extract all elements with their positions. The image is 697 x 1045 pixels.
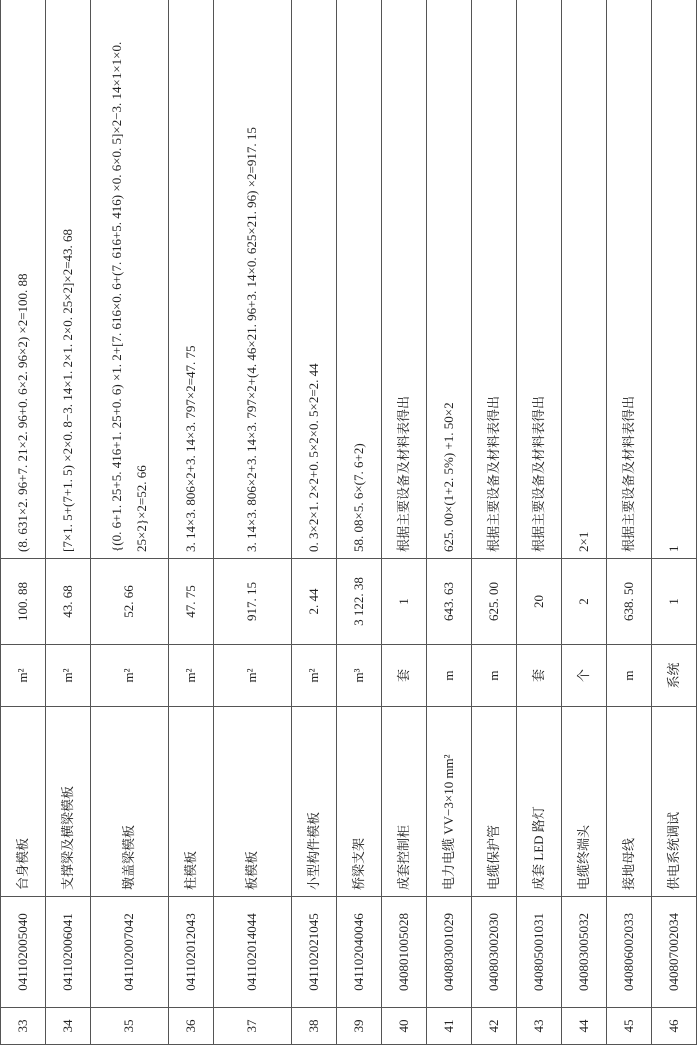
table-row — [337, 0, 382, 1045]
item-quantity: 3 122. 38 — [337, 559, 382, 645]
table-row — [562, 0, 607, 1045]
item-formula: 根据主要设备及材料表得出 — [472, 0, 517, 559]
item-formula: 根据主要设备及材料表得出 — [517, 0, 562, 559]
table-row — [1, 0, 46, 1045]
item-code: 041102014044 — [214, 897, 292, 1008]
item-formula: 根据主要设备及材料表得出 — [382, 0, 427, 559]
item-quantity: 100. 88 — [1, 559, 46, 645]
item-name: 板模板 — [214, 707, 292, 897]
item-formula: 0. 3×2×1. 2×2+0. 5×2×0. 5×2=2. 44 — [292, 0, 337, 559]
item-name: 支撑梁及横梁模板 — [46, 707, 91, 897]
item-name: 成套 LED 路灯 — [517, 707, 562, 897]
item-code: 040803005032 — [562, 897, 607, 1008]
item-name: 台身模板 — [1, 707, 46, 897]
item-formula: [7×1. 5+(7+1. 5) ×2×0. 8−3. 14×1. 2×1. 2×0. 25×2]×2=43. 68 — [46, 0, 91, 559]
item-quantity: 2 — [562, 559, 607, 645]
item-quantity: 43. 68 — [46, 559, 91, 645]
item-formula: 3. 14×3. 806×2+3. 14×3. 797×2=47. 75 — [169, 0, 214, 559]
item-number: 38 — [292, 1008, 337, 1045]
item-name: 电力电缆 VV−3×10 mm² — [427, 707, 472, 897]
table-row — [292, 0, 337, 1045]
item-code: 041102012043 — [169, 897, 214, 1008]
item-quantity: 20 — [517, 559, 562, 645]
table-row — [607, 0, 652, 1045]
item-name: 供电系统调试 — [652, 707, 697, 897]
item-number: 44 — [562, 1008, 607, 1045]
table-row — [427, 0, 472, 1045]
item-name: 电缆终端头 — [562, 707, 607, 897]
item-quantity: 1 — [652, 559, 697, 645]
item-code: 041102005040 — [1, 897, 46, 1008]
item-name: 柱模板 — [169, 707, 214, 897]
item-number: 34 — [46, 1008, 91, 1045]
item-formula: 2×1 — [562, 0, 607, 559]
item-formula: 1 — [652, 0, 697, 559]
table-row — [46, 0, 91, 1045]
item-code: 040807002034 — [652, 897, 697, 1008]
item-unit: m³ — [337, 645, 382, 707]
item-formula: 根据主要设备及材料表得出 — [607, 0, 652, 559]
item-unit: m — [427, 645, 472, 707]
item-unit: m² — [1, 645, 46, 707]
item-quantity: 47. 75 — [169, 559, 214, 645]
item-number: 43 — [517, 1008, 562, 1045]
item-formula: 3. 14×3. 806×2+3. 14×3. 797×2+(4. 46×21. 96+3. 14×0. 625×21. 96) ×2=917. 15 — [214, 0, 292, 559]
item-quantity: 643. 63 — [427, 559, 472, 645]
table-row — [382, 0, 427, 1045]
table-row — [169, 0, 214, 1045]
item-code: 040805001031 — [517, 897, 562, 1008]
item-unit: m² — [91, 645, 169, 707]
item-number: 39 — [337, 1008, 382, 1045]
table-row — [472, 0, 517, 1045]
item-number: 41 — [427, 1008, 472, 1045]
item-name: 桥梁支架 — [337, 707, 382, 897]
item-name: 接地母线 — [607, 707, 652, 897]
item-name: 成套控制柜 — [382, 707, 427, 897]
table-row — [652, 0, 697, 1045]
item-number: 35 — [91, 1008, 169, 1045]
table-row — [517, 0, 562, 1045]
item-code: 041102007042 — [91, 897, 169, 1008]
item-formula: 625. 00×(1+2. 5%) +1. 50×2 — [427, 0, 472, 559]
table-row — [91, 0, 169, 1045]
item-number: 36 — [169, 1008, 214, 1045]
item-name: 电缆保护管 — [472, 707, 517, 897]
item-name: 小型构件模板 — [292, 707, 337, 897]
item-unit: 系统 — [652, 645, 697, 707]
item-unit: m — [607, 645, 652, 707]
item-unit: m — [472, 645, 517, 707]
item-unit: 套 — [517, 645, 562, 707]
item-number: 33 — [1, 1008, 46, 1045]
item-number: 45 — [607, 1008, 652, 1045]
item-quantity: 52. 66 — [91, 559, 169, 645]
item-code: 040801005028 — [382, 897, 427, 1008]
table-row — [214, 0, 292, 1045]
item-quantity: 917. 15 — [214, 559, 292, 645]
item-number: 40 — [382, 1008, 427, 1045]
item-unit: m² — [214, 645, 292, 707]
item-code: 041102006041 — [46, 897, 91, 1008]
item-quantity: 2. 44 — [292, 559, 337, 645]
item-number: 42 — [472, 1008, 517, 1045]
item-number: 37 — [214, 1008, 292, 1045]
item-code: 040803001029 — [427, 897, 472, 1008]
item-unit: m² — [46, 645, 91, 707]
item-number: 46 — [652, 1008, 697, 1045]
item-quantity: 638. 50 — [607, 559, 652, 645]
item-code: 041102021045 — [292, 897, 337, 1008]
item-code: 041102040046 — [337, 897, 382, 1008]
item-name: 墩盖梁模板 — [91, 707, 169, 897]
item-quantity: 625. 00 — [472, 559, 517, 645]
item-formula: 58. 08×5. 6×(7. 6+2) — [337, 0, 382, 559]
item-formula: {(0. 6+1. 25+5. 416+1. 25+0. 6) ×1. 2+[7. 616×0. 6+(7. 616+5. 416) ×0. 6×0. 5]×2−3. 14×1×1×0. 25×2}×2=52. 66 — [91, 0, 169, 559]
item-formula: (8. 631×2. 96+7. 21×2. 96+0. 6×2. 96×2) ×2=100. 88 — [1, 0, 46, 559]
item-unit: m² — [292, 645, 337, 707]
item-code: 040806002033 — [607, 897, 652, 1008]
item-unit: m² — [169, 645, 214, 707]
item-quantity: 1 — [382, 559, 427, 645]
item-code: 040803002030 — [472, 897, 517, 1008]
item-unit: 套 — [382, 645, 427, 707]
item-unit: 个 — [562, 645, 607, 707]
